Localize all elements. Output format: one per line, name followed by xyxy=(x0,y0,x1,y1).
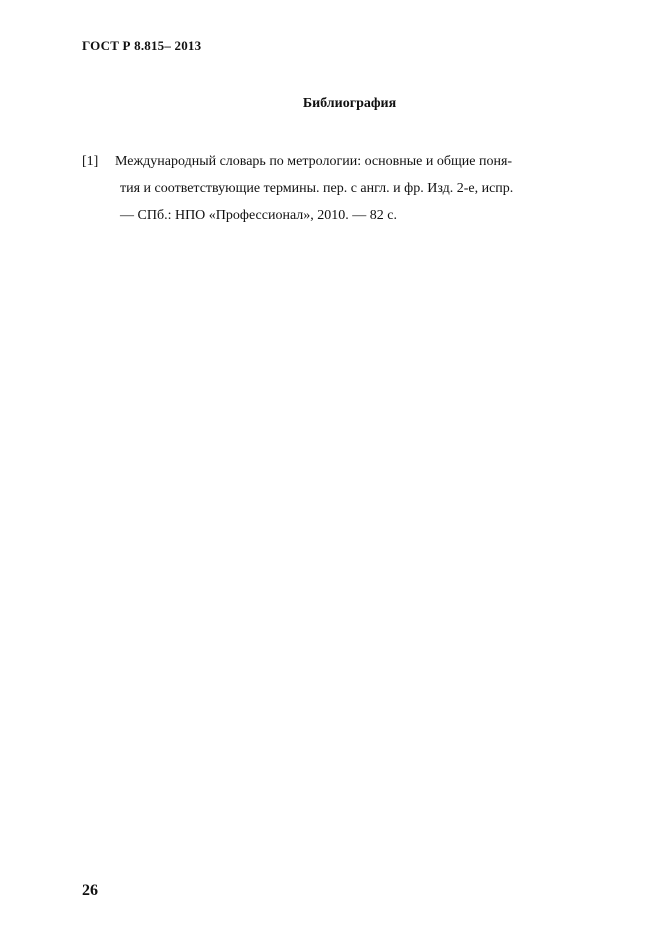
bibliography-entry-line: тия и соответствующие термины. пер. с англ. и фр. Изд. 2-е, испр. xyxy=(120,181,514,196)
bibliography-entry-number: [1] xyxy=(82,154,99,169)
page-number: 26 xyxy=(82,882,98,899)
bibliography-entry xyxy=(82,148,562,229)
bibliography-entry-line: Международный словарь по метрологии: основные и общие поня- xyxy=(115,154,513,169)
section-title: Библиография xyxy=(302,96,397,111)
document-header: ГОСТ Р 8.815– 2013 xyxy=(82,38,202,53)
bibliography-entry-line: — СПб.: НПО «Профессионал», 2010. — 82 с. xyxy=(120,208,397,223)
